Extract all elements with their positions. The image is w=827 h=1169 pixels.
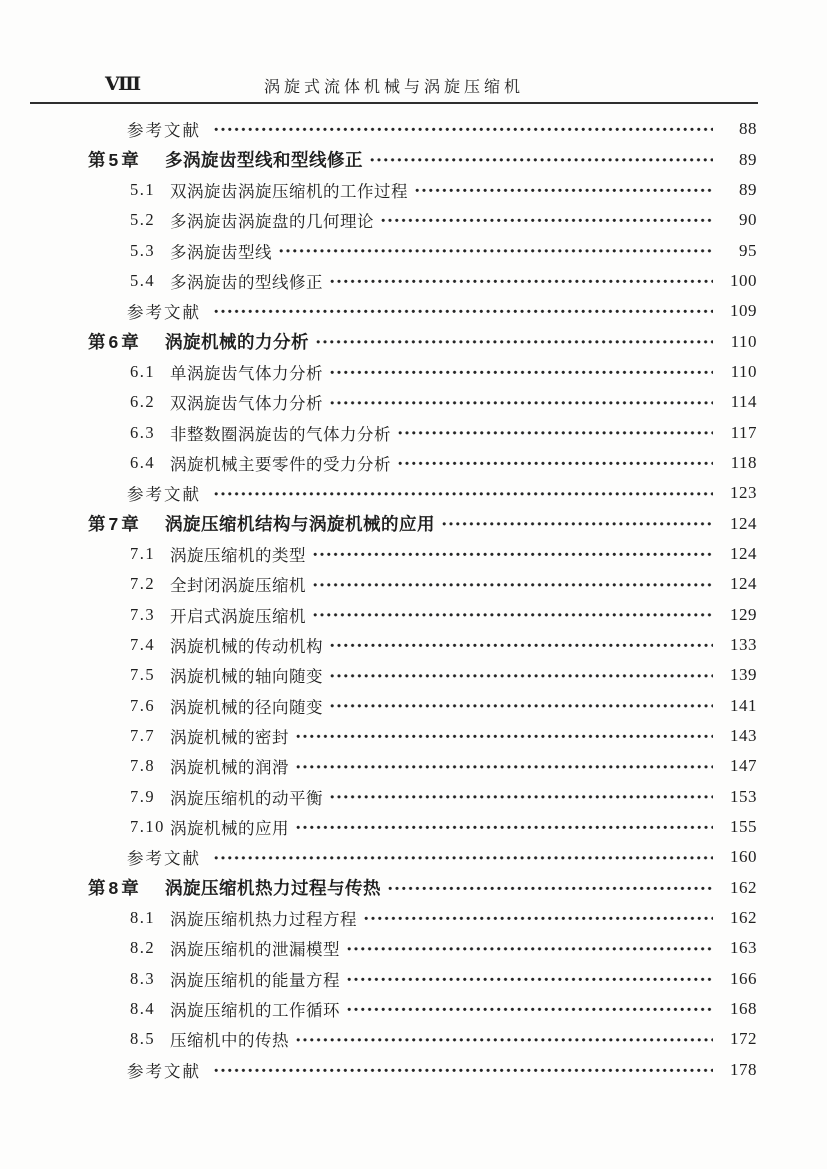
entry-title: 涡旋压缩机的能量方程 xyxy=(170,970,340,990)
toc-list xyxy=(88,114,757,1085)
toc-entry xyxy=(88,114,757,144)
dot-leader xyxy=(313,546,713,563)
entry-number: 5.4 xyxy=(130,270,156,290)
entry-number: 7.3 xyxy=(130,604,156,624)
entry-title: 单涡旋齿气体力分析 xyxy=(170,363,323,383)
entry-number: 7.2 xyxy=(130,574,156,594)
entry-page-number: 89 xyxy=(739,179,757,199)
dot-leader xyxy=(347,940,713,957)
toc-entry xyxy=(88,782,757,812)
toc-entry xyxy=(88,175,757,205)
entry-title: 涡旋压缩机的动平衡 xyxy=(170,788,323,808)
toc-entry xyxy=(88,751,757,781)
entry-number: 参考文献 xyxy=(127,1061,201,1081)
folio-page-number: Ⅷ xyxy=(105,74,143,95)
entry-page-number: 141 xyxy=(730,695,757,715)
dot-leader xyxy=(330,394,713,411)
entry-title: 涡旋机械的应用 xyxy=(170,819,289,839)
entry-number: 8.4 xyxy=(130,999,156,1019)
entry-number: 7.8 xyxy=(130,756,156,776)
dot-leader xyxy=(214,121,713,138)
dot-leader xyxy=(347,1001,713,1018)
entry-number: 7.6 xyxy=(130,695,156,715)
entry-page-number: 178 xyxy=(730,1059,757,1079)
entry-page-number: 162 xyxy=(730,908,757,928)
entry-title: 涡旋压缩机结构与涡旋机械的应用 xyxy=(165,514,435,535)
entry-page-number: 124 xyxy=(730,574,757,594)
toc-entry xyxy=(88,448,757,478)
entry-number: 7.9 xyxy=(130,786,156,806)
entry-number: 6.3 xyxy=(130,422,156,442)
toc-entry xyxy=(88,1055,757,1085)
entry-number: 6.1 xyxy=(130,361,156,381)
dot-leader xyxy=(442,515,713,533)
entry-number: 8.1 xyxy=(130,908,156,928)
dot-leader xyxy=(313,576,713,593)
dot-leader xyxy=(296,728,713,745)
toc-entry xyxy=(88,600,757,630)
entry-number: 7.5 xyxy=(130,665,156,685)
toc-entry xyxy=(88,842,757,872)
dot-leader xyxy=(415,182,713,199)
toc-entry xyxy=(88,812,757,842)
entry-page-number: 110 xyxy=(730,331,757,351)
entry-page-number: 155 xyxy=(730,817,757,837)
dot-leader xyxy=(330,273,713,290)
entry-page-number: 114 xyxy=(730,392,757,412)
entry-number: 5.2 xyxy=(130,210,156,230)
entry-number: 第5章 xyxy=(88,150,142,171)
entry-page-number: 147 xyxy=(730,756,757,776)
toc-entry xyxy=(88,235,757,265)
entry-title: 涡旋机械的密封 xyxy=(170,728,289,748)
entry-title: 多涡旋齿型线 xyxy=(170,242,272,262)
toc-entry xyxy=(88,660,757,690)
toc-entry xyxy=(88,873,757,903)
entry-page-number: 109 xyxy=(730,301,757,321)
entry-page-number: 172 xyxy=(730,1029,757,1049)
dot-leader xyxy=(214,485,713,502)
entry-title: 多涡旋齿型线和型线修正 xyxy=(165,150,363,171)
entry-number: 第6章 xyxy=(88,332,142,353)
toc-entry xyxy=(88,357,757,387)
dot-leader xyxy=(296,819,713,836)
dot-leader xyxy=(214,303,713,320)
entry-number: 7.4 xyxy=(130,635,156,655)
toc-entry xyxy=(88,933,757,963)
entry-page-number: 95 xyxy=(739,240,757,260)
page-header xyxy=(30,72,758,104)
entry-page-number: 163 xyxy=(730,938,757,958)
toc-entry xyxy=(88,326,757,356)
toc-entry xyxy=(88,417,757,447)
entry-title: 压缩机中的传热 xyxy=(170,1031,289,1051)
entry-page-number: 166 xyxy=(730,968,757,988)
entry-title: 涡旋机械的润滑 xyxy=(170,758,289,778)
toc-entry xyxy=(88,630,757,660)
entry-page-number: 89 xyxy=(739,149,757,169)
toc-entry xyxy=(88,539,757,569)
entry-title: 涡旋机械的力分析 xyxy=(165,332,309,353)
entry-page-number: 129 xyxy=(730,604,757,624)
dot-leader xyxy=(388,879,713,897)
toc-entry xyxy=(88,721,757,751)
toc-entry xyxy=(88,508,757,538)
dot-leader xyxy=(330,364,713,381)
entry-number: 5.1 xyxy=(130,179,156,199)
dot-leader xyxy=(330,788,713,805)
entry-page-number: 139 xyxy=(730,665,757,685)
entry-title: 涡旋压缩机热力过程方程 xyxy=(170,910,357,930)
entry-page-number: 124 xyxy=(730,543,757,563)
entry-number: 8.5 xyxy=(130,1029,156,1049)
running-title: 涡旋式流体机械与涡旋压缩机 xyxy=(263,79,525,96)
dot-leader xyxy=(316,333,713,351)
entry-page-number: 123 xyxy=(730,483,757,503)
entry-title: 涡旋机械的轴向随变 xyxy=(170,667,323,687)
entry-title: 双涡旋齿涡旋压缩机的工作过程 xyxy=(170,181,408,201)
entry-number: 6.2 xyxy=(130,392,156,412)
dot-leader xyxy=(330,637,713,654)
dot-leader xyxy=(313,606,713,623)
entry-title: 全封闭涡旋压缩机 xyxy=(170,576,306,596)
dot-leader xyxy=(398,455,713,472)
entry-number: 8.3 xyxy=(130,968,156,988)
toc-entry xyxy=(88,266,757,296)
dot-leader xyxy=(370,151,713,169)
entry-page-number: 160 xyxy=(730,847,757,867)
entry-title: 涡旋压缩机的类型 xyxy=(170,545,306,565)
dot-leader xyxy=(347,971,713,988)
entry-page-number: 118 xyxy=(730,452,757,472)
entry-title: 双涡旋齿气体力分析 xyxy=(170,394,323,414)
dot-leader xyxy=(330,697,713,714)
entry-number: 第7章 xyxy=(88,514,142,535)
entry-title: 涡旋压缩机的工作循环 xyxy=(170,1001,340,1021)
toc-entry xyxy=(88,144,757,174)
dot-leader xyxy=(214,849,713,866)
entry-page-number: 90 xyxy=(739,210,757,230)
entry-number: 参考文献 xyxy=(127,303,201,323)
entry-number: 7.1 xyxy=(130,543,156,563)
entry-page-number: 133 xyxy=(730,635,757,655)
entry-number: 第8章 xyxy=(88,878,142,899)
entry-number: 参考文献 xyxy=(127,121,201,141)
entry-title: 开启式涡旋压缩机 xyxy=(170,606,306,626)
entry-title: 非整数圈涡旋齿的气体力分析 xyxy=(170,424,391,444)
toc-entry xyxy=(88,387,757,417)
entry-page-number: 168 xyxy=(730,999,757,1019)
dot-leader xyxy=(214,1062,713,1079)
entry-title: 涡旋机械的径向随变 xyxy=(170,697,323,717)
entry-title: 涡旋压缩机的泄漏模型 xyxy=(170,940,340,960)
entry-number: 8.2 xyxy=(130,938,156,958)
entry-number: 7.10 xyxy=(130,817,165,837)
entry-number: 参考文献 xyxy=(127,485,201,505)
toc-entry xyxy=(88,903,757,933)
entry-page-number: 153 xyxy=(730,786,757,806)
entry-number: 6.4 xyxy=(130,452,156,472)
entry-page-number: 124 xyxy=(730,513,757,533)
dot-leader xyxy=(330,667,713,684)
entry-page-number: 143 xyxy=(730,726,757,746)
dot-leader xyxy=(296,758,713,775)
entry-page-number: 88 xyxy=(739,119,757,139)
toc-entry xyxy=(88,964,757,994)
entry-page-number: 162 xyxy=(730,877,757,897)
dot-leader xyxy=(279,242,713,259)
toc-entry xyxy=(88,478,757,508)
entry-number: 7.7 xyxy=(130,726,156,746)
toc-entry xyxy=(88,296,757,326)
toc-entry xyxy=(88,205,757,235)
entry-title: 多涡旋齿涡旋盘的几何理论 xyxy=(170,212,374,232)
toc-entry xyxy=(88,994,757,1024)
entry-number: 参考文献 xyxy=(127,849,201,869)
entry-title: 涡旋压缩机热力过程与传热 xyxy=(165,878,381,899)
dot-leader xyxy=(296,1031,713,1048)
entry-title: 涡旋机械主要零件的受力分析 xyxy=(170,454,391,474)
toc-entry xyxy=(88,1024,757,1054)
entry-title: 多涡旋齿的型线修正 xyxy=(170,272,323,292)
entry-title: 涡旋机械的传动机构 xyxy=(170,637,323,657)
dot-leader xyxy=(398,424,713,441)
dot-leader xyxy=(364,910,713,927)
entry-page-number: 110 xyxy=(730,361,757,381)
entry-page-number: 100 xyxy=(730,270,757,290)
toc-entry xyxy=(88,569,757,599)
entry-page-number: 117 xyxy=(730,422,757,442)
entry-number: 5.3 xyxy=(130,240,156,260)
toc-entry xyxy=(88,691,757,721)
dot-leader xyxy=(381,212,713,229)
